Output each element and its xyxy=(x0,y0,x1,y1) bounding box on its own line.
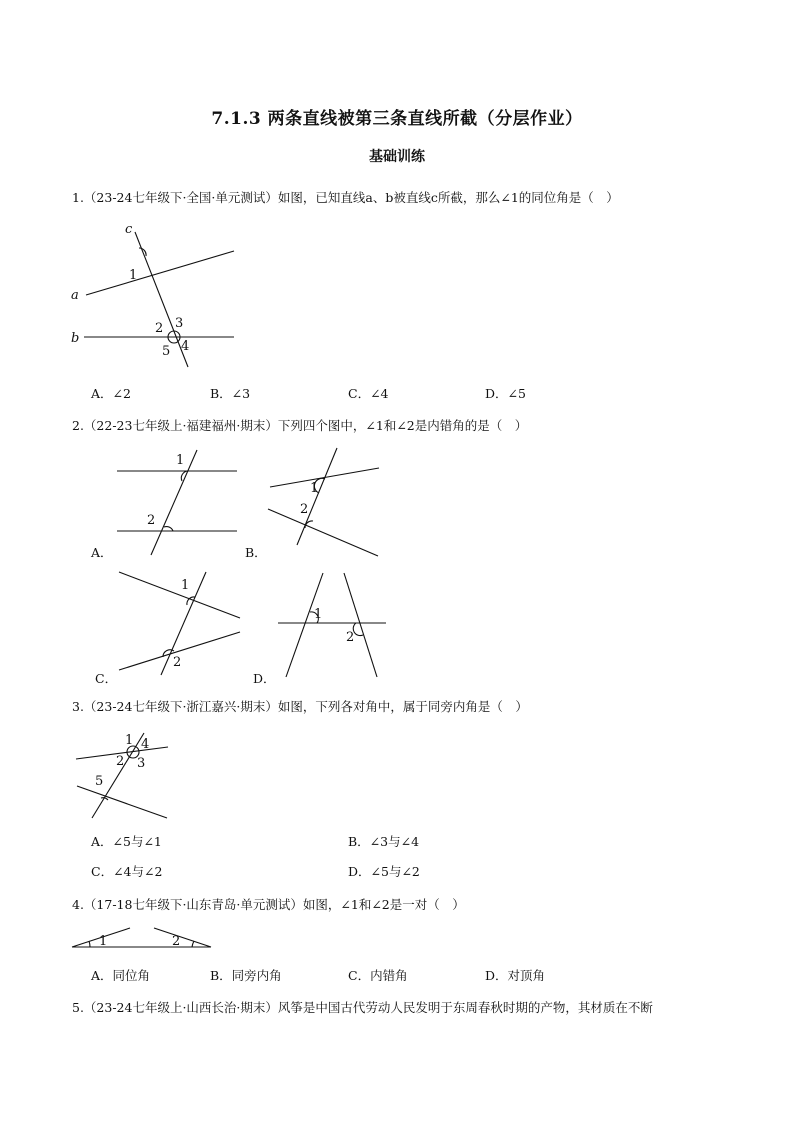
question-2-figure-d xyxy=(270,565,390,683)
label-a: a xyxy=(71,288,79,303)
line-a xyxy=(86,251,234,295)
label-5: 5 xyxy=(162,344,171,359)
q2-option-b[interactable]: B． xyxy=(245,545,267,560)
q4-option-a[interactable]: A．同位角 xyxy=(91,968,151,983)
svg-text:2: 2 xyxy=(300,502,309,517)
question-1-figure xyxy=(60,215,250,375)
q1-option-c[interactable]: C．∠4 xyxy=(348,386,389,401)
question-4-figure xyxy=(68,920,218,955)
label-b: b xyxy=(71,331,80,346)
question-2-figure-a xyxy=(110,445,245,560)
q2-option-c[interactable]: C． xyxy=(95,671,118,686)
svg-text:3: 3 xyxy=(137,756,146,771)
svg-text:1: 1 xyxy=(99,934,108,949)
question-3-figure xyxy=(68,725,178,825)
question-4-text: 4.（17-18七年级下·山东青岛·单元测试）如图，∠1和∠2是一对（ ） xyxy=(72,897,465,912)
q3-option-b[interactable]: B．∠3与∠4 xyxy=(348,834,420,849)
question-2-text: 2.（22-23七年级上·福建福州·期末）下列四个图中，∠1和∠2是内错角的是（ ） xyxy=(72,418,528,433)
question-2-figure-b xyxy=(262,445,392,555)
label-1: 1 xyxy=(129,268,138,283)
svg-text:2: 2 xyxy=(346,630,355,645)
q1-option-b[interactable]: B．∠3 xyxy=(210,386,251,401)
q1-option-d[interactable]: D．∠5 xyxy=(485,386,526,401)
question-2-figure-c xyxy=(112,565,252,675)
q3-option-c[interactable]: C．∠4与∠2 xyxy=(91,864,163,879)
svg-text:5: 5 xyxy=(95,774,104,789)
label-3: 3 xyxy=(175,316,184,331)
svg-text:1: 1 xyxy=(125,733,134,748)
svg-text:1: 1 xyxy=(176,453,185,468)
svg-text:2: 2 xyxy=(173,655,182,670)
question-1-text: 1.（23-24七年级下·全国·单元测试）如图，已知直线a、b被直线c所截，那么∠1的同位角是（ ） xyxy=(72,190,619,205)
q3-option-a[interactable]: A．∠5与∠1 xyxy=(91,834,162,849)
svg-text:1: 1 xyxy=(314,607,323,622)
svg-text:1: 1 xyxy=(181,578,190,593)
section-heading: 基础训练 xyxy=(369,149,425,165)
label-2: 2 xyxy=(155,321,164,336)
q4-option-b[interactable]: B．同旁内角 xyxy=(210,968,282,983)
q2-option-a[interactable]: A． xyxy=(91,545,113,560)
q2-option-d[interactable]: D． xyxy=(253,671,276,686)
svg-text:2: 2 xyxy=(116,754,125,769)
question-5-text: 5.（23-24七年级上·山西长治·期末）风筝是中国古代劳动人民发明于东周春秋时期的产物，其材质在不断 xyxy=(72,1000,653,1015)
q3-option-d[interactable]: D．∠5与∠2 xyxy=(348,864,420,879)
svg-text:1: 1 xyxy=(310,481,319,496)
q1-option-a[interactable]: A．∠2 xyxy=(91,386,131,401)
question-3-text: 3.（23-24七年级下·浙江嘉兴·期末）如图，下列各对角中，属于同旁内角是（ ） xyxy=(72,699,528,714)
q4-option-d[interactable]: D．对顶角 xyxy=(485,968,546,983)
label-4: 4 xyxy=(181,339,190,354)
label-c: c xyxy=(125,222,133,237)
svg-text:2: 2 xyxy=(172,934,181,949)
q4-option-c[interactable]: C．内错角 xyxy=(348,968,408,983)
svg-text:2: 2 xyxy=(147,513,156,528)
svg-text:4: 4 xyxy=(141,737,150,752)
page-title: 7.1.3 两条直线被第三条直线所截（分层作业） xyxy=(211,109,583,129)
